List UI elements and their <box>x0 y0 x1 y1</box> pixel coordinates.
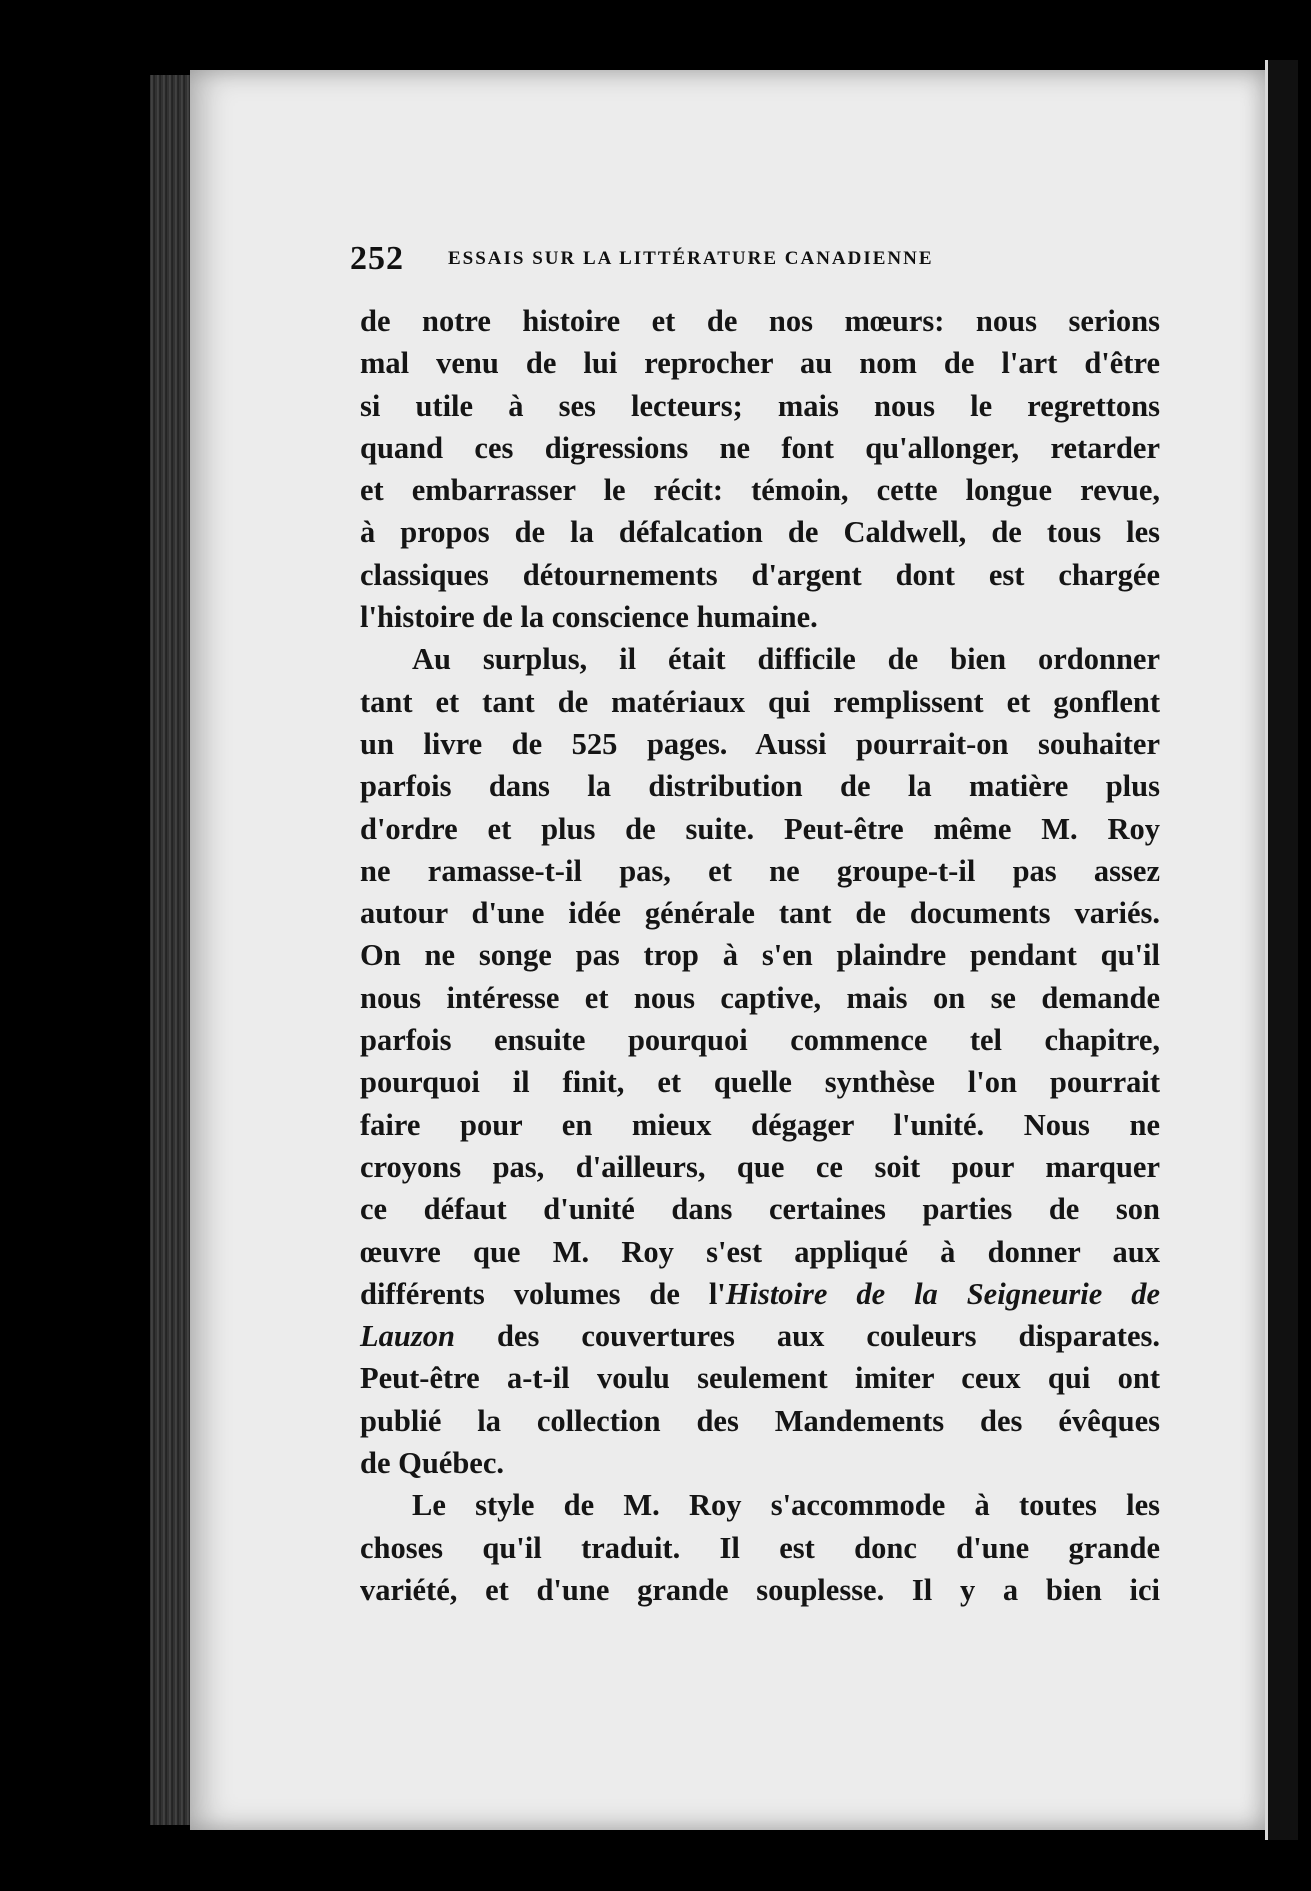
text-line: tant et tant de matériaux qui remplissent et gonflent <box>360 684 1160 719</box>
text-line: de notre histoire et de nos mœurs: nous serions <box>360 304 1160 338</box>
text-line: un livre de 525 pages. Aussi pourrait-on souhaiter <box>360 726 1160 761</box>
text-line: autour d'une idée générale tant de documents variés. <box>360 896 1160 931</box>
text-segment: différents volumes de l' <box>360 1276 726 1311</box>
text-line: d'ordre et plus de suite. Peut-être même M. Roy <box>360 811 1160 846</box>
text-line: faire pour en mieux dégager l'unité. Nous ne <box>360 1107 1160 1142</box>
text-line: si utile à ses lecteurs; mais nous le regrettons <box>360 388 1160 423</box>
body-text <box>360 300 1160 1611</box>
text-line: pourquoi il finit, et quelle synthèse l'on pourrait <box>360 1065 1160 1100</box>
paragraph-first-line: Le style de M. Roy s'accommode à toutes les <box>412 1488 1160 1523</box>
text-line: croyons pas, d'ailleurs, que ce soit pour marquer <box>360 1149 1160 1184</box>
text-line-with-title <box>360 1273 1160 1315</box>
text-line: classiques détournements d'argent dont est chargée <box>360 557 1160 592</box>
running-head <box>350 240 1165 280</box>
book-title-italic: Lauzon <box>360 1319 455 1354</box>
text-line: publié la collection des Mandements des évêques <box>360 1403 1160 1438</box>
text-line-with-title <box>360 1315 1160 1357</box>
text-line: ne ramasse-t-il pas, et ne groupe-t-il pas assez <box>360 853 1160 888</box>
text-line: Peut-être a-t-il voulu seulement imiter ceux qui ont <box>360 1361 1160 1396</box>
book-right-edge <box>1265 60 1298 1840</box>
text-line: choses qu'il traduit. Il est donc d'une grande <box>360 1530 1160 1565</box>
text-line: nous intéresse et nous captive, mais on se demande <box>360 980 1160 1015</box>
text-line: et embarrasser le récit: témoin, cette longue revue, <box>360 473 1160 508</box>
text-line: œuvre que M. Roy s'est appliqué à donner aux <box>360 1234 1160 1269</box>
text-line: de Québec. <box>360 1446 505 1481</box>
text-line: parfois ensuite pourquoi commence tel chapitre, <box>360 1023 1160 1058</box>
book-title-italic: Histoire de la Seigneurie de <box>725 1276 1160 1311</box>
text-line: variété, et d'une grande souplesse. Il y a bien ici <box>360 1572 1160 1607</box>
text-line: à propos de la défalcation de Caldwell, de tous les <box>360 515 1160 550</box>
page-number: 252 <box>350 240 404 277</box>
text-segment: des couvertures aux couleurs disparates. <box>454 1319 1160 1354</box>
text-line: ce défaut d'unité dans certaines parties de son <box>360 1192 1160 1227</box>
text-line: parfois dans la distribution de la matière plus <box>360 769 1160 804</box>
text-line: l'histoire de la conscience humaine. <box>360 600 818 635</box>
text-line: mal venu de lui reprocher au nom de l'art d'être <box>360 346 1160 381</box>
text-line: quand ces digressions ne font qu'allonger, retarder <box>360 430 1160 465</box>
running-title: ESSAIS SUR LA LITTÉRATURE CANADIENNE <box>448 248 934 269</box>
text-line: On ne songe pas trop à s'en plaindre pendant qu'il <box>360 938 1160 973</box>
paragraph-first-line: Au surplus, il était difficile de bien ordonner <box>412 642 1160 677</box>
